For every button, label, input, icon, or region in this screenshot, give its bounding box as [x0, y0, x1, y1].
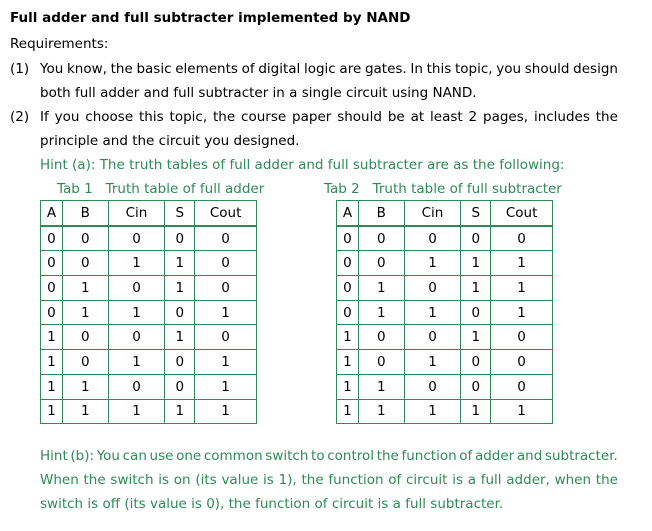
column-header: B: [62, 201, 108, 226]
word: subtracter.: [544, 448, 618, 464]
table-row: [41, 325, 257, 350]
table-cell: 0: [491, 226, 553, 251]
table-cell: 0: [62, 325, 108, 350]
word: use: [149, 448, 174, 464]
table-cell: 1: [108, 350, 165, 375]
table-cell: 1: [491, 251, 553, 276]
word: full: [480, 472, 502, 488]
table-cell: 0: [461, 226, 491, 251]
word: of: [388, 472, 402, 488]
table-cell: 0: [404, 325, 461, 350]
word: pages,: [483, 109, 529, 125]
table-cell: 0: [108, 325, 165, 350]
word: circuit: [406, 472, 448, 488]
table-cell: 1: [41, 399, 63, 424]
table-cell: 0: [62, 251, 108, 276]
word: is: [263, 472, 274, 488]
table-row: [337, 325, 553, 350]
word: gates.: [364, 61, 407, 77]
table-cell: 0: [404, 374, 461, 399]
word: least: [430, 109, 463, 125]
table-cell: 0: [108, 226, 165, 251]
word: the: [595, 472, 618, 488]
table-cell: 1: [491, 276, 553, 301]
word: on: [173, 472, 191, 488]
word: is: [158, 472, 170, 488]
table-cell: 0: [358, 226, 404, 251]
table-cell: 1: [62, 276, 108, 301]
word: function: [401, 448, 457, 464]
word: can: [122, 448, 147, 464]
hint-b-line2: [40, 472, 618, 488]
word: when: [554, 472, 592, 488]
table-row: [337, 276, 553, 301]
word: is: [452, 472, 463, 488]
table-cell: 1: [195, 350, 257, 375]
table-row: [41, 350, 257, 375]
word: choose: [85, 109, 134, 125]
table-cell: 1: [358, 399, 404, 424]
word: includes: [533, 109, 590, 125]
column-header: A: [337, 201, 359, 226]
table-cell: 1: [195, 300, 257, 325]
word: know,: [66, 61, 107, 77]
table-cell: 0: [358, 350, 404, 375]
table-row: [337, 399, 553, 424]
table-cell: 1: [41, 325, 63, 350]
table-cell: 1: [165, 399, 195, 424]
word: adder,: [506, 472, 550, 488]
word: the: [301, 472, 324, 488]
word: this: [426, 61, 452, 77]
table-cell: 0: [461, 374, 491, 399]
document-title: Full adder and full subtracter implemented by NAND: [10, 10, 411, 26]
table-cell: 1: [41, 374, 63, 399]
table-cell: 1: [165, 251, 195, 276]
table-cell: 1: [108, 399, 165, 424]
table-cell: 0: [461, 350, 491, 375]
req1-line2: both full adder and full subtracter in a single circuit using NAND.: [40, 85, 477, 101]
table-cell: 0: [461, 300, 491, 325]
table-cell: 1: [41, 350, 63, 375]
table-cell: 0: [41, 276, 63, 301]
table-cell: 1: [62, 399, 108, 424]
table-cell: 0: [337, 226, 359, 251]
word: switch: [265, 448, 309, 464]
table-cell: 0: [404, 276, 461, 301]
table-cell: 0: [337, 276, 359, 301]
table-cell: 0: [41, 300, 63, 325]
word: the: [376, 448, 399, 464]
table-cell: 1: [461, 276, 491, 301]
table-cell: 0: [337, 300, 359, 325]
word: logic: [303, 61, 336, 77]
table-cell: 1: [358, 300, 404, 325]
table-cell: 1: [108, 300, 165, 325]
table-cell: 0: [358, 325, 404, 350]
table-cell: 0: [404, 226, 461, 251]
table-cell: 1: [358, 374, 404, 399]
tab2-caption: Tab 2 Truth table of full subtracter: [324, 181, 562, 197]
word: digital: [258, 61, 301, 77]
word: of: [459, 448, 473, 464]
table-cell: 0: [195, 251, 257, 276]
word: the: [110, 61, 133, 77]
table-cell: 1: [491, 300, 553, 325]
word: elements: [175, 61, 238, 77]
table-header-row: [41, 201, 257, 226]
word: design: [573, 61, 618, 77]
word: You: [96, 448, 120, 464]
column-header: S: [461, 201, 491, 226]
table-cell: 0: [491, 374, 553, 399]
word: be: [387, 109, 405, 125]
word: you: [54, 109, 80, 125]
table-cell: 0: [195, 226, 257, 251]
word: paper: [292, 109, 332, 125]
word: the: [595, 109, 618, 125]
table-cell: 1: [337, 374, 359, 399]
table-cell: 0: [108, 374, 165, 399]
table-cell: 0: [165, 226, 195, 251]
word: basic: [136, 61, 172, 77]
word: (b):: [70, 448, 95, 464]
table-cell: 1: [195, 374, 257, 399]
word: function: [328, 472, 384, 488]
table-cell: 1: [195, 399, 257, 424]
table-cell: 0: [491, 325, 553, 350]
word: topic,: [169, 109, 208, 125]
word: If: [40, 109, 49, 125]
word: In: [410, 61, 423, 77]
word: topic,: [454, 61, 493, 77]
table-cell: 0: [337, 251, 359, 276]
table-cell: 1: [358, 276, 404, 301]
table-row: [41, 226, 257, 251]
word: You: [40, 61, 64, 77]
hint-b-line3: switch is off (its value is 0), the function of circuit is a full subtracter.: [40, 496, 504, 512]
table-row: [41, 374, 257, 399]
word: common: [203, 448, 263, 464]
full-adder-truth-table: [40, 200, 257, 424]
table-cell: 1: [62, 374, 108, 399]
word: you: [496, 61, 522, 77]
req1-line1: [40, 61, 618, 77]
table-row: [337, 300, 553, 325]
hint-a: Hint (a): The truth tables of full adder and full subtracter are as the following:: [40, 157, 565, 173]
req1-number: (1): [10, 61, 30, 77]
word: value: [221, 472, 259, 488]
column-header: S: [165, 201, 195, 226]
word: 2: [468, 109, 478, 125]
word: course: [241, 109, 287, 125]
word: (its: [195, 472, 217, 488]
table-cell: 0: [195, 325, 257, 350]
table-cell: 0: [358, 251, 404, 276]
table-cell: 0: [165, 300, 195, 325]
table-row: [41, 251, 257, 276]
table-row: [41, 399, 257, 424]
table-cell: 1: [404, 399, 461, 424]
table-header-row: [337, 201, 553, 226]
table-cell: 1: [461, 399, 491, 424]
word: and: [516, 448, 543, 464]
word: switch: [110, 472, 154, 488]
table-cell: 0: [62, 350, 108, 375]
table-cell: 1: [491, 399, 553, 424]
column-header: Cin: [404, 201, 461, 226]
req2-number: (2): [10, 109, 30, 125]
table-cell: 1: [461, 251, 491, 276]
table-row: [41, 300, 257, 325]
table-cell: 1: [165, 325, 195, 350]
table-cell: 1: [165, 276, 195, 301]
column-header: A: [41, 201, 63, 226]
table-row: [41, 276, 257, 301]
table-cell: 1: [108, 251, 165, 276]
word: Hint: [40, 448, 68, 464]
word: a: [467, 472, 476, 488]
table-row: [337, 374, 553, 399]
table-cell: 0: [41, 226, 63, 251]
hint-b-line1: [40, 448, 618, 464]
word: to: [311, 448, 325, 464]
word: 1),: [278, 472, 297, 488]
word: control: [327, 448, 375, 464]
full-subtracter-truth-table: [336, 200, 553, 424]
table-cell: 1: [337, 325, 359, 350]
table-cell: 1: [337, 399, 359, 424]
word: are: [339, 61, 362, 77]
word: When: [40, 472, 79, 488]
word: the: [213, 109, 236, 125]
req2-line2: principle and the circuit you designed.: [40, 133, 300, 149]
table-cell: 0: [165, 350, 195, 375]
table-cell: 1: [461, 325, 491, 350]
column-header: B: [358, 201, 404, 226]
table-cell: 1: [404, 350, 461, 375]
table-row: [337, 226, 553, 251]
req2-line1: [40, 109, 618, 125]
word: should: [337, 109, 382, 125]
column-header: Cin: [108, 201, 165, 226]
table-cell: 0: [195, 276, 257, 301]
word: at: [410, 109, 425, 125]
table-row: [337, 251, 553, 276]
table-cell: 1: [404, 251, 461, 276]
word: adder: [474, 448, 515, 464]
table-cell: 0: [165, 374, 195, 399]
word: one: [176, 448, 202, 464]
column-header: Cout: [491, 201, 553, 226]
tab1-caption: Tab 1 Truth table of full adder: [57, 181, 265, 197]
table-row: [337, 350, 553, 375]
table-cell: 1: [62, 300, 108, 325]
word: the: [83, 472, 106, 488]
word: of: [241, 61, 255, 77]
word: should: [524, 61, 570, 77]
column-header: Cout: [195, 201, 257, 226]
table-cell: 0: [62, 226, 108, 251]
requirements-label: Requirements:: [10, 36, 109, 52]
table-cell: 1: [337, 350, 359, 375]
table-cell: 1: [404, 300, 461, 325]
word: this: [139, 109, 164, 125]
table-cell: 0: [491, 350, 553, 375]
table-cell: 0: [41, 251, 63, 276]
table-cell: 0: [108, 276, 165, 301]
